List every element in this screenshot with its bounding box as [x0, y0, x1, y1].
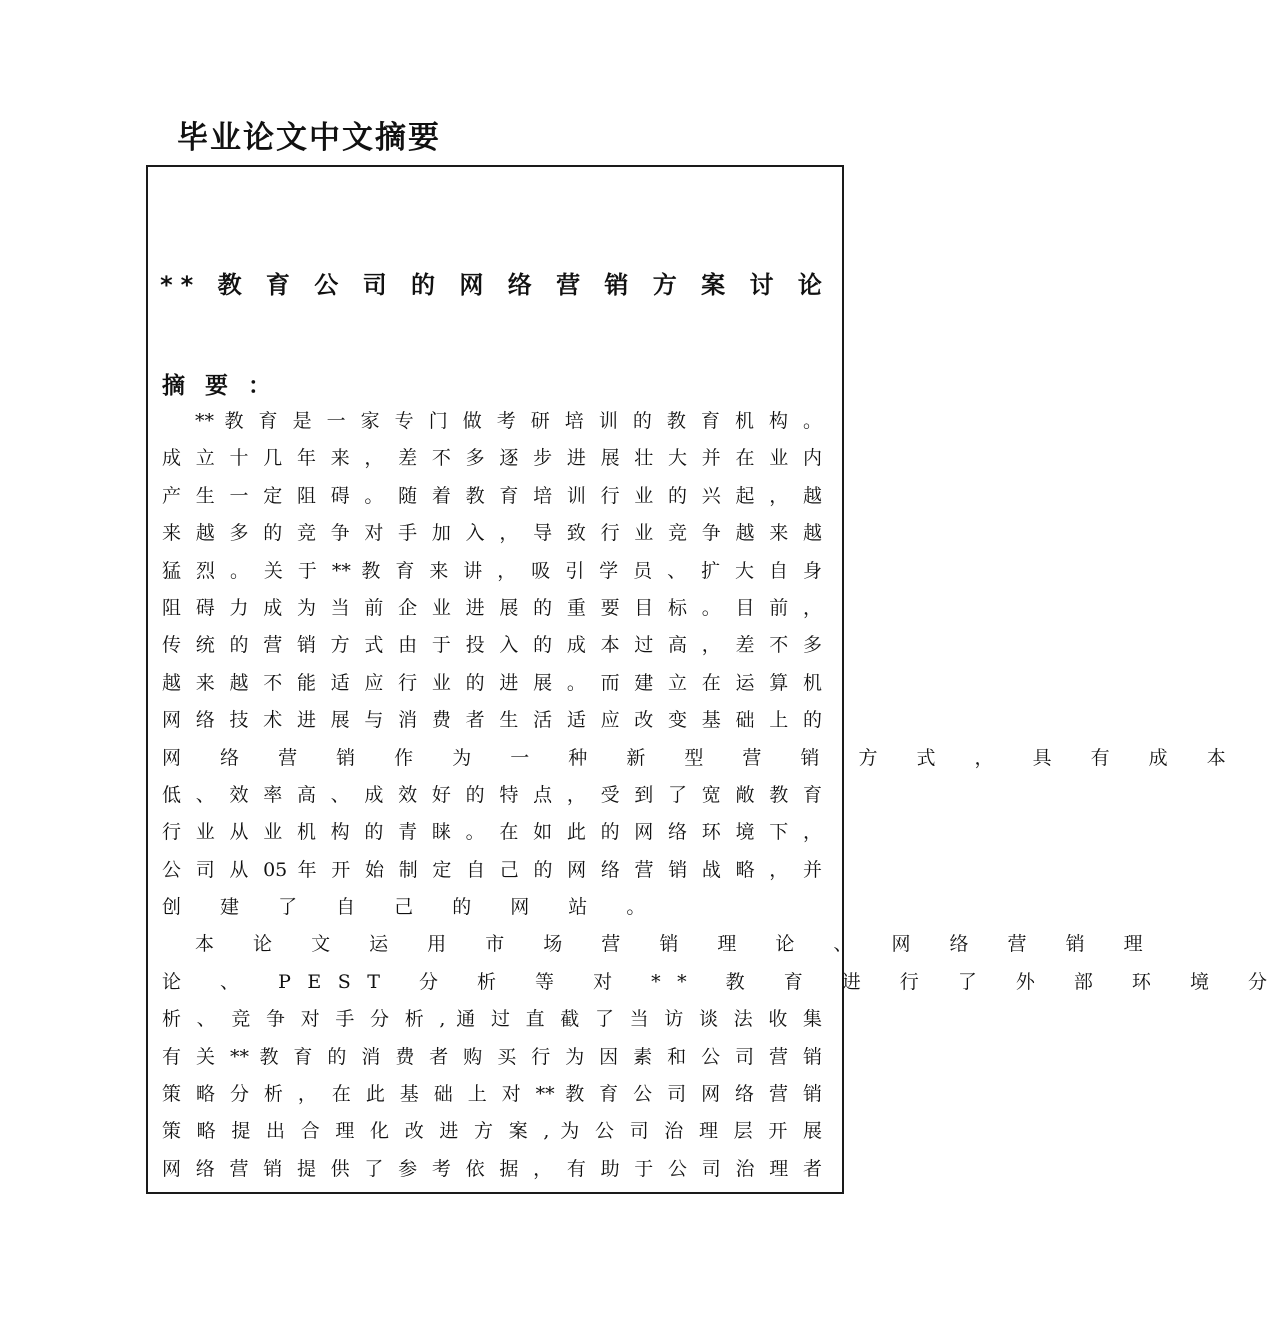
- abstract-line: 网 络 营 销 作 为 一 种 新 型 营 销 方 式 ， 具 有 成 本: [162, 746, 1243, 769]
- document-title: ** 教 育 公 司 的 网 络 营 销 方 案 讨 论: [160, 271, 830, 299]
- page-heading: 毕业论文中文摘要: [177, 120, 441, 156]
- abstract-line: 析 、 竞 争 对 手 分 析 , 通 过 直 截 了 当 访 谈 法 收 集: [162, 1008, 822, 1031]
- abstract-line: 创 建 了 自 己 的 网 站 。: [162, 896, 662, 919]
- abstract-line: 网 络 营 销 提 供 了 参 考 依 据 ， 有 助 于 公 司 治 理 者: [162, 1157, 822, 1180]
- abstract-line: 成 立 十 几 年 来 ， 差 不 多 逐 步 进 展 壮 大 并 在 业 内: [162, 447, 822, 470]
- abstract-label: 摘 要 ：: [162, 373, 278, 399]
- abstract-line: 论 、 PEST 分 析 等 对 ** 教 育 进 行 了 外 部 环 境 分: [162, 970, 1284, 993]
- abstract-line: 有 关 ** 教 育 的 消 费 者 购 买 行 为 因 素 和 公 司 营 销: [162, 1045, 822, 1068]
- abstract-frame: [146, 165, 1284, 1194]
- abstract-line: 本 论 文 运 用 市 场 营 销 理 论 、 网 络 营 销 理: [195, 933, 1160, 956]
- abstract-line: 来 越 多 的 竞 争 对 手 加 入 ， 导 致 行 业 竞 争 越 来 越: [162, 522, 822, 545]
- abstract-line: 阻 碍 力 成 为 当 前 企 业 进 展 的 重 要 目 标 。 目 前 ，: [162, 596, 822, 619]
- abstract-line: 网 络 技 术 进 展 与 消 费 者 生 活 适 应 改 变 基 础 上 的: [162, 709, 822, 732]
- abstract-line: 越 来 越 不 能 适 应 行 业 的 进 展 。 而 建 立 在 运 算 机: [162, 671, 822, 694]
- abstract-line: 公 司 从 05 年 开 始 制 定 自 己 的 网 络 营 销 战 略 ， 并: [162, 858, 822, 881]
- abstract-line: 策 略 分 析 ， 在 此 基 础 上 对 ** 教 育 公 司 网 络 营 销: [162, 1083, 822, 1106]
- abstract-line: 低 、 效 率 高 、 成 效 好 的 特 点 ， 受 到 了 宽 敞 教 育: [162, 783, 822, 806]
- abstract-body: [162, 403, 1284, 1188]
- abstract-line: 产 生 一 定 阻 碍 。 随 着 教 育 培 训 行 业 的 兴 起 ， 越: [162, 484, 822, 507]
- abstract-line: 策 略 提 出 合 理 化 改 进 方 案 , 为 公 司 治 理 层 开 展: [162, 1120, 822, 1143]
- abstract-line: 行 业 从 业 机 构 的 青 睐 。 在 如 此 的 网 络 环 境 下 ，: [162, 821, 822, 844]
- abstract-line: 传 统 的 营 销 方 式 由 于 投 入 的 成 本 过 高 ， 差 不 多: [162, 634, 822, 657]
- abstract-line: ** 教 育 是 一 家 专 门 做 考 研 培 训 的 教 育 机 构 。: [195, 410, 822, 432]
- abstract-line: 猛 烈 。 关 于 ** 教 育 来 讲 ， 吸 引 学 员 、 扩 大 自 身: [162, 559, 822, 582]
